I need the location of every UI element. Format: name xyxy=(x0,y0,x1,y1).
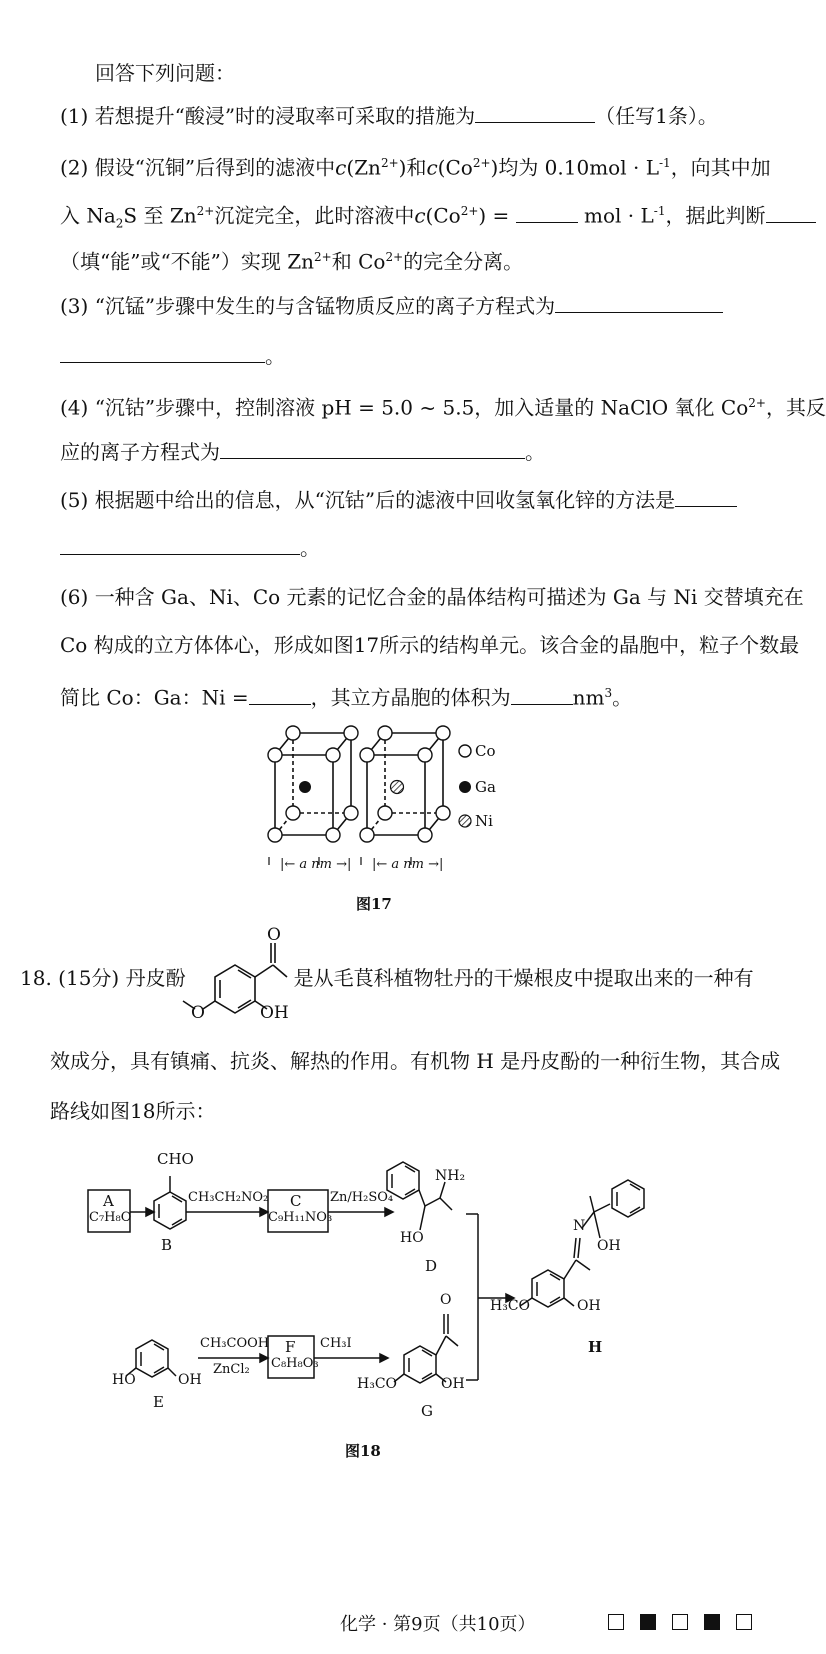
sub: 2 xyxy=(115,216,124,231)
answer-blank[interactable] xyxy=(675,484,737,507)
reagent-zn: Zn/H₂SO₄ xyxy=(330,1190,394,1205)
q6c-text: 简比 Co：Ga：Ni = xyxy=(60,685,249,710)
answer-blank[interactable] xyxy=(511,682,573,705)
question-18-line-2: 效成分，具有镇痛、抗炎、解热的作用。有机物 H 是丹皮酚的一种衍生物，其合成 xyxy=(50,1049,781,1073)
label-e: E xyxy=(153,1393,164,1411)
sup: 2+ xyxy=(196,204,215,218)
q18-num: 18. (15分) 丹皮酚 xyxy=(20,966,186,990)
dim-label-2: |← a nm →| xyxy=(372,857,444,872)
g-meo: H₃CO xyxy=(357,1376,398,1392)
page-footer: 化学 · 第9页（共10页） xyxy=(340,1614,536,1635)
paeonol-ether-o: O xyxy=(191,1003,205,1023)
question-2-line-2: 入 $Na_2S$ 至 $Zn^{2+}$沉淀完全，此时溶液中$c(Co^{2+})$ = mol · $L^{-1}$，据此判断 xyxy=(60,196,816,239)
square-filled-icon xyxy=(704,1614,720,1630)
question-3 xyxy=(60,290,723,321)
q4b-text: 应的离子方程式为 xyxy=(60,440,220,464)
h-meo: H₃CO xyxy=(490,1298,531,1314)
q2b-post: 沉淀完全，此时溶液中 xyxy=(214,203,415,228)
answer-blank[interactable] xyxy=(220,436,525,459)
label-b: B xyxy=(161,1236,173,1254)
formula-f: C₈H₈O₃ xyxy=(271,1356,319,1371)
q2-tail: ，向其中加 xyxy=(670,155,771,180)
group-cho: CHO xyxy=(157,1150,194,1168)
question-2-line-3: （填“能”或“不能”）实现 $Zn^{2+}$和 $Co^{2+}$的完全分离。 xyxy=(60,249,524,274)
dim-label-1: |← a nm →| xyxy=(280,857,352,872)
square-outline-icon xyxy=(672,1614,688,1630)
q2b-mid: S 至 Zn xyxy=(123,203,197,228)
answer-blank[interactable] xyxy=(475,100,595,123)
figure-18-synthesis-route xyxy=(80,1140,700,1440)
q18-text: 是从毛茛科植物牡丹的干燥根皮中提取出来的一种有 xyxy=(293,966,754,990)
legend-ni: Ni xyxy=(475,812,493,830)
square-filled-icon xyxy=(640,1614,656,1630)
label-a: A xyxy=(103,1192,114,1210)
square-outline-icon xyxy=(608,1614,624,1630)
question-6-line-3: 简比 Co：Ga：Ni = ，其立方晶胞的体积为 $nm^3$。 xyxy=(60,678,632,713)
paeonol-o: O xyxy=(267,925,281,945)
q2-and: 和 xyxy=(406,155,427,180)
answer-blank[interactable] xyxy=(516,200,578,223)
q2c-text2: 和 Co xyxy=(331,249,386,274)
formula-c: C₉H₁₁NO₃ xyxy=(268,1210,333,1225)
q4-text: (4) “沉钴”步骤中，控制溶液 pH = 5.0 ~ 5.5，加入适量的 NaClO 氧化 Co xyxy=(60,395,749,420)
h-oh-top: OH xyxy=(597,1238,621,1254)
paeonol-oh: OH xyxy=(260,1003,289,1023)
label-g: G xyxy=(421,1402,433,1420)
answer-blank[interactable] xyxy=(555,290,723,313)
formula-a: C₇H₈O xyxy=(89,1210,132,1225)
question-18-line-1 xyxy=(20,963,754,993)
q1-text: (1) 若想提升“酸浸”时的浸取率可采取的措施为 xyxy=(60,104,476,128)
label-c: C xyxy=(290,1192,302,1210)
q5-text: (5) 根据题中给出的信息，从“沉钴”后的滤液中回收氢氧化锌的方法是 xyxy=(60,488,676,512)
h-n: N xyxy=(573,1218,586,1234)
d-ho: HO xyxy=(400,1230,424,1246)
question-6-line-2: Co 构成的立方体体心，形成如图17所示的结构单元。该合金的晶胞中，粒子个数最 xyxy=(60,633,800,657)
q2c-text1: （填“能”或“不能”）实现 Zn xyxy=(60,249,315,274)
d-nh2: NH₂ xyxy=(435,1168,466,1184)
q3-text: (3) “沉锰”步骤中发生的与含锰物质反应的离子方程式为 xyxy=(60,294,556,318)
legend-ga: Ga xyxy=(475,778,496,796)
label-f: F xyxy=(285,1338,296,1356)
question-prompt: 回答下列问题： xyxy=(95,61,235,85)
answer-blank[interactable] xyxy=(60,340,265,363)
q2b-unit: mol · L xyxy=(584,203,654,228)
g-o: O xyxy=(440,1292,452,1308)
g-oh: OH xyxy=(441,1376,465,1392)
question-5 xyxy=(60,484,737,515)
reagent-zncl2: ZnCl₂ xyxy=(213,1362,250,1377)
q6c-end: 。 xyxy=(612,685,633,710)
q4-tail: ，其反 xyxy=(765,395,826,420)
question-4-line-2: 应的离子方程式为 。 xyxy=(60,436,545,467)
q2b-tail: ，据此判断 xyxy=(665,203,766,228)
answer-blank[interactable] xyxy=(766,200,816,223)
q1-note: （任写1条）。 xyxy=(595,104,718,128)
reagent-acetic: CH₃COOH xyxy=(200,1336,270,1351)
q2-conc: 均为 0.10mol · L xyxy=(498,155,659,180)
e-ho: HO xyxy=(112,1372,136,1388)
question-6-line-1: (6) 一种含 Ga、Ni、Co 元素的记忆合金的晶体结构可描述为 Ga 与 Ni 交替填充在 xyxy=(60,585,804,609)
label-d: D xyxy=(425,1257,438,1275)
question-3-cont: 。 xyxy=(60,340,285,371)
question-1 xyxy=(60,100,718,131)
square-outline-icon xyxy=(736,1614,752,1630)
question-5-cont: 。 xyxy=(60,532,320,563)
e-oh: OH xyxy=(178,1372,202,1388)
q2-text: (2) 假设“沉铜”后得到的滤液中 xyxy=(60,155,336,180)
label-h: H xyxy=(588,1338,603,1356)
reagent-nitroethane: CH₃CH₂NO₂ xyxy=(188,1190,269,1205)
question-2-line-1: (2) 假设“沉铜”后得到的滤液中$c(Zn^{2+})$和$c(Co^{2+})$均为 $0.10mol \cdot L^{-1}$，向其中加 xyxy=(60,155,771,180)
q6c-unit: nm xyxy=(572,685,605,710)
h-oh-ring: OH xyxy=(577,1298,601,1314)
reagent-ch3i: CH₃I xyxy=(320,1336,352,1351)
q2c-text3: 的完全分离。 xyxy=(403,249,524,274)
answer-blank[interactable] xyxy=(249,682,311,705)
legend-co: Co xyxy=(475,742,496,760)
figure-17-caption: 图17 xyxy=(356,895,392,913)
q6c-mid: ，其立方晶胞的体积为 xyxy=(310,685,511,710)
figure-18-caption: 图18 xyxy=(345,1442,381,1460)
question-18-line-3: 路线如图18所示： xyxy=(50,1099,216,1123)
answer-blank[interactable] xyxy=(60,532,300,555)
question-4-line-1: (4) “沉钴”步骤中，控制溶液 pH = 5.0 ~ 5.5，加入适量的 NaClO 氧化 $Co^{2+}$，其反 xyxy=(60,395,826,420)
q2b-text: 入 Na xyxy=(60,203,116,228)
